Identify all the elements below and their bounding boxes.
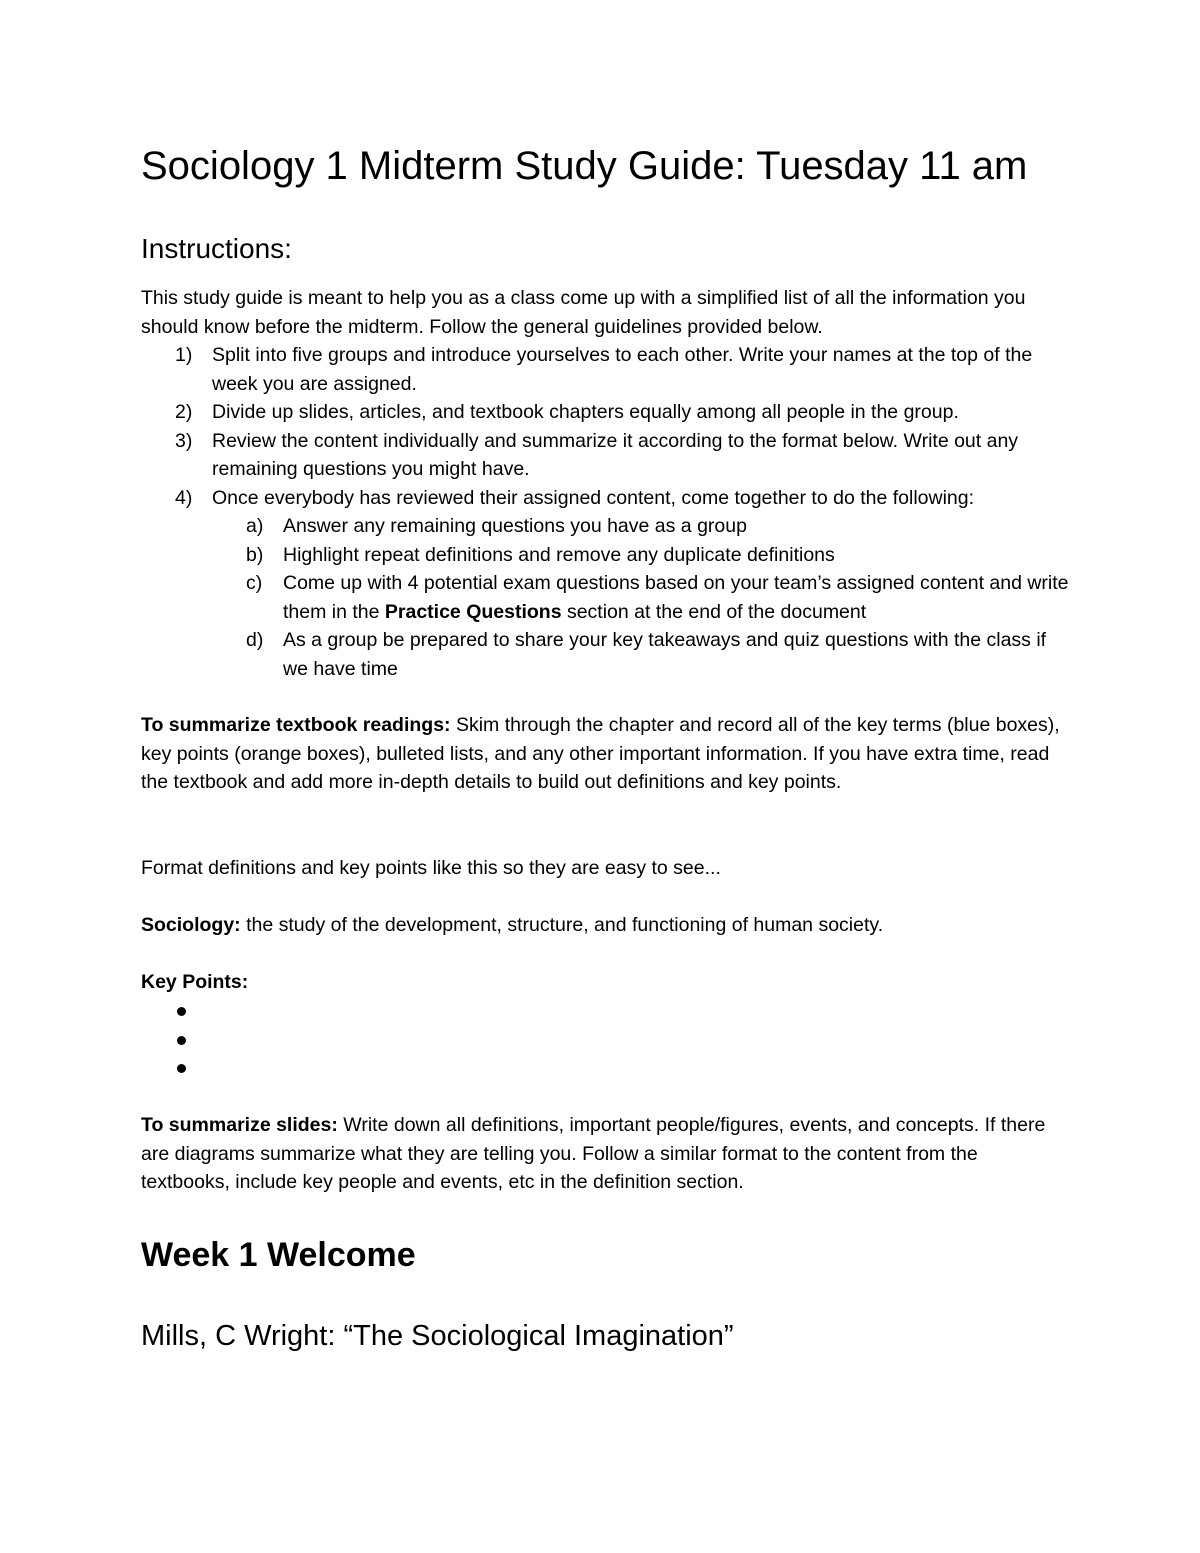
sub-step-letter: d) — [246, 629, 264, 651]
sub-step-text: Highlight repeat definitions and remove any duplicate definitions — [283, 543, 835, 566]
key-points-label — [141, 968, 1071, 997]
textbook-instructions — [141, 711, 1071, 797]
definition-text: the study of the development, structure, and functioning of human society. — [240, 914, 884, 936]
sub-step-letter: c) — [246, 572, 263, 594]
slides-text: Write down all definitions, important people/figures, events, and concepts. If there are diagrams summarize what they are telling you. Follow a similar format to the content from the textbooks, include key people and events, etc in the definition section. — [141, 1114, 1046, 1193]
instruction-steps — [141, 341, 1071, 683]
step-number: 2) — [175, 401, 193, 423]
step-number: 1) — [175, 344, 193, 366]
sub-step-text: Come up with 4 potential exam questions based on your team’s assigned content and write them in the — [283, 572, 1069, 623]
step-text: Divide up slides, articles, and textbook chapters equally among all people in the group. — [212, 401, 959, 423]
sub-step-item — [212, 541, 1071, 570]
format-note: Format definitions and key points like this so they are easy to see... — [141, 857, 721, 879]
slides-label: To summarize slides: — [141, 1114, 338, 1136]
step-text: Review the content individually and summarize it according to the format below. Write out any remaining questions you might have. — [212, 429, 1019, 480]
step-item — [141, 484, 1071, 684]
bullet-icon — [177, 1036, 186, 1045]
sub-step-item — [212, 569, 1071, 626]
step-number: 3) — [175, 429, 193, 452]
bullet-icon — [177, 1064, 186, 1073]
bullet-icon — [177, 1007, 186, 1016]
sub-step-letter: a) — [246, 515, 264, 537]
step-number: 4) — [175, 486, 193, 509]
week-heading: Week 1 Welcome — [141, 1236, 416, 1274]
definition-term: Sociology: — [141, 914, 241, 936]
intro-paragraph: This study guide is meant to help you as a class come up with a simplified list of all the information you should know before the midterm. Follow the general guidelines provided below. — [141, 287, 1026, 338]
step-text: Split into five groups and introduce yourselves to each other. Write your names at the top of the week you are assigned. — [212, 344, 1033, 395]
slides-instructions — [141, 1111, 1071, 1197]
practice-questions-label: Practice Questions — [384, 600, 562, 623]
key-points-label-text: Key Points: — [141, 971, 249, 993]
reading-heading: Mills, C Wright: “The Sociological Imagination” — [141, 1320, 734, 1352]
textbook-text: Skim through the chapter and record all of the key terms (blue boxes), key points (orange boxes), bulleted lists, and any other important information. If you have extra time, read the textbook and add more in-depth details to build out definitions and key points. — [141, 714, 1060, 793]
step-item — [141, 398, 1071, 427]
step-text: Once everybody has reviewed their assigned content, come together to do the following: — [212, 486, 975, 509]
sub-steps — [212, 512, 1071, 683]
textbook-label: To summarize textbook readings: — [141, 714, 451, 736]
step-item — [141, 427, 1071, 484]
sub-step-item — [212, 512, 1071, 541]
step-item — [141, 341, 1071, 398]
example-definition — [141, 911, 1071, 940]
sub-step-letter: b) — [246, 543, 264, 566]
sub-step-item — [212, 626, 1071, 683]
document-title: Sociology 1 Midterm Study Guide: Tuesday 11 am — [141, 144, 1028, 188]
instructions-heading: Instructions: — [141, 233, 292, 264]
sub-step-text: As a group be prepared to share your key takeaways and quiz questions with the class if we have time — [283, 629, 1047, 680]
sub-step-text-end: section at the end of the document — [561, 600, 867, 623]
sub-step-text: Answer any remaining questions you have as a group — [283, 515, 747, 537]
